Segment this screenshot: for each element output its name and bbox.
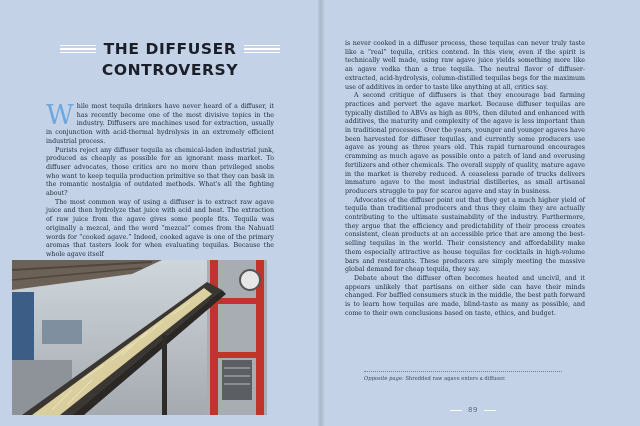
folio-rule-left [450, 410, 462, 411]
heading-line-1: THE DIFFUSER [103, 40, 237, 58]
caption-divider [364, 371, 562, 372]
paragraph [46, 100, 274, 147]
drop-cap: W [46, 100, 74, 131]
paragraph: The most common way of using a diffuser is to extract raw agave juice and then hydrolyze that juice with acid and heat. The extraction of raw juice from the agave gives some people fits. Tequila was originally a mezcal, and the word “mezcal” comes from the Nahuatl words for “cooked agave.” Indeed, cooked agave is one of the primary aromas that tasters look for when evaluating tequilas. Because the whole agave itself [46, 198, 274, 258]
caption-text: Shredded raw agave enters a diffuser. [405, 376, 506, 382]
heading-rule-right [244, 45, 280, 53]
folio-rule-right [484, 410, 496, 411]
heading-rule-left [60, 45, 96, 53]
paragraph: Debate about the diffuser often becomes heated and uncivil, and it appears unlikely that partisans on either side can have their minds changed. For baffled consumers stuck in the middle, the best path forward is to learn how tequilas are made, blind-taste as many as possible, and come to their own conclusions based on taste, ethics, and budget. [345, 274, 585, 317]
caption-lead: Opposite page: [364, 376, 404, 382]
heading-line-2: CONTROVERSY [101, 61, 239, 79]
page-number-block [450, 406, 496, 414]
paragraph: is never cooked in a diffuser process, these tequilas can never truly taste like a “real” tequila, critics contend. In this view, even if the spirit is technically well made, using raw agave juice yields something more like an agave vodka than a true tequila. The neutral flavor of diffuser-extracted, acid-hydrolysis, column-distilled tequilas begs for the maximum use of additives in order to taste like anything at all, critics say. [345, 40, 585, 91]
paragraph-text: hile most tequila drinkers have never heard of a diffuser, it has recently become one of the most divisive topics in the industry. Diffusers are machines used for extraction, usually in conjunction with acid-thermal hydrolysis in an extremely efficient industrial process. [46, 103, 274, 145]
paragraph: Advocates of the diffuser point out that they get a much higher yield of tequila than traditional producers and thus they claim they are actually contributing to the ultimate sustainability of the industry. Furthermore, they argue that the efficiency and predictability of their process creates consistent, clean products at an accessible price that are among the best-selling tequilas in the world. Their consistency and affordability make them especially attractive as house tequilas for cocktails in high-volume bars and restaurants. These producers are simply meeting the massive global demand for cheap tequila, they say. [345, 196, 585, 274]
photo-caption [364, 376, 594, 383]
page-gutter [318, 0, 324, 426]
page-number: 89 [468, 406, 478, 414]
photo-illustration [12, 260, 267, 415]
chapter-heading [50, 40, 290, 79]
left-text-column [46, 100, 274, 260]
agave-diffuser-photo [12, 260, 267, 415]
paragraph: Purists reject any diffuser tequila as chemical-laden industrial junk, produced as cheaply as possible for an ignorant mass market. To diffuser advocates, those critics are no more than privileged snobs who want to keep tequila production primitive so that they can bask in the romantic nostalgia of outdated methods. What's all the fighting about? [46, 146, 274, 198]
right-text-column [345, 40, 585, 319]
paragraph: A second critique of diffusers is that they encourage bad farming practices and pervert the agave market. Because diffuser tequilas are typically distilled to ABVs as high as 80%, then diluted and enhanced with additives, the maturity and complexity of the agave is less important than in traditional processes. Over the years, younger and younger agaves have been harvested for diffuser tequilas, and currently some producers use agave as young as three years old. This rapid turnaround encourages cramming as much agave as possible onto a patch of land and overusing fertilizers and other chemicals. The overall supply of quality, mature agave in the market is thereby reduced. A ceaseless parade of trucks delivers immature agave to the most industrial distilleries, as small artisanal producers struggle to pay for scarce agave and stay in business. [345, 92, 585, 195]
